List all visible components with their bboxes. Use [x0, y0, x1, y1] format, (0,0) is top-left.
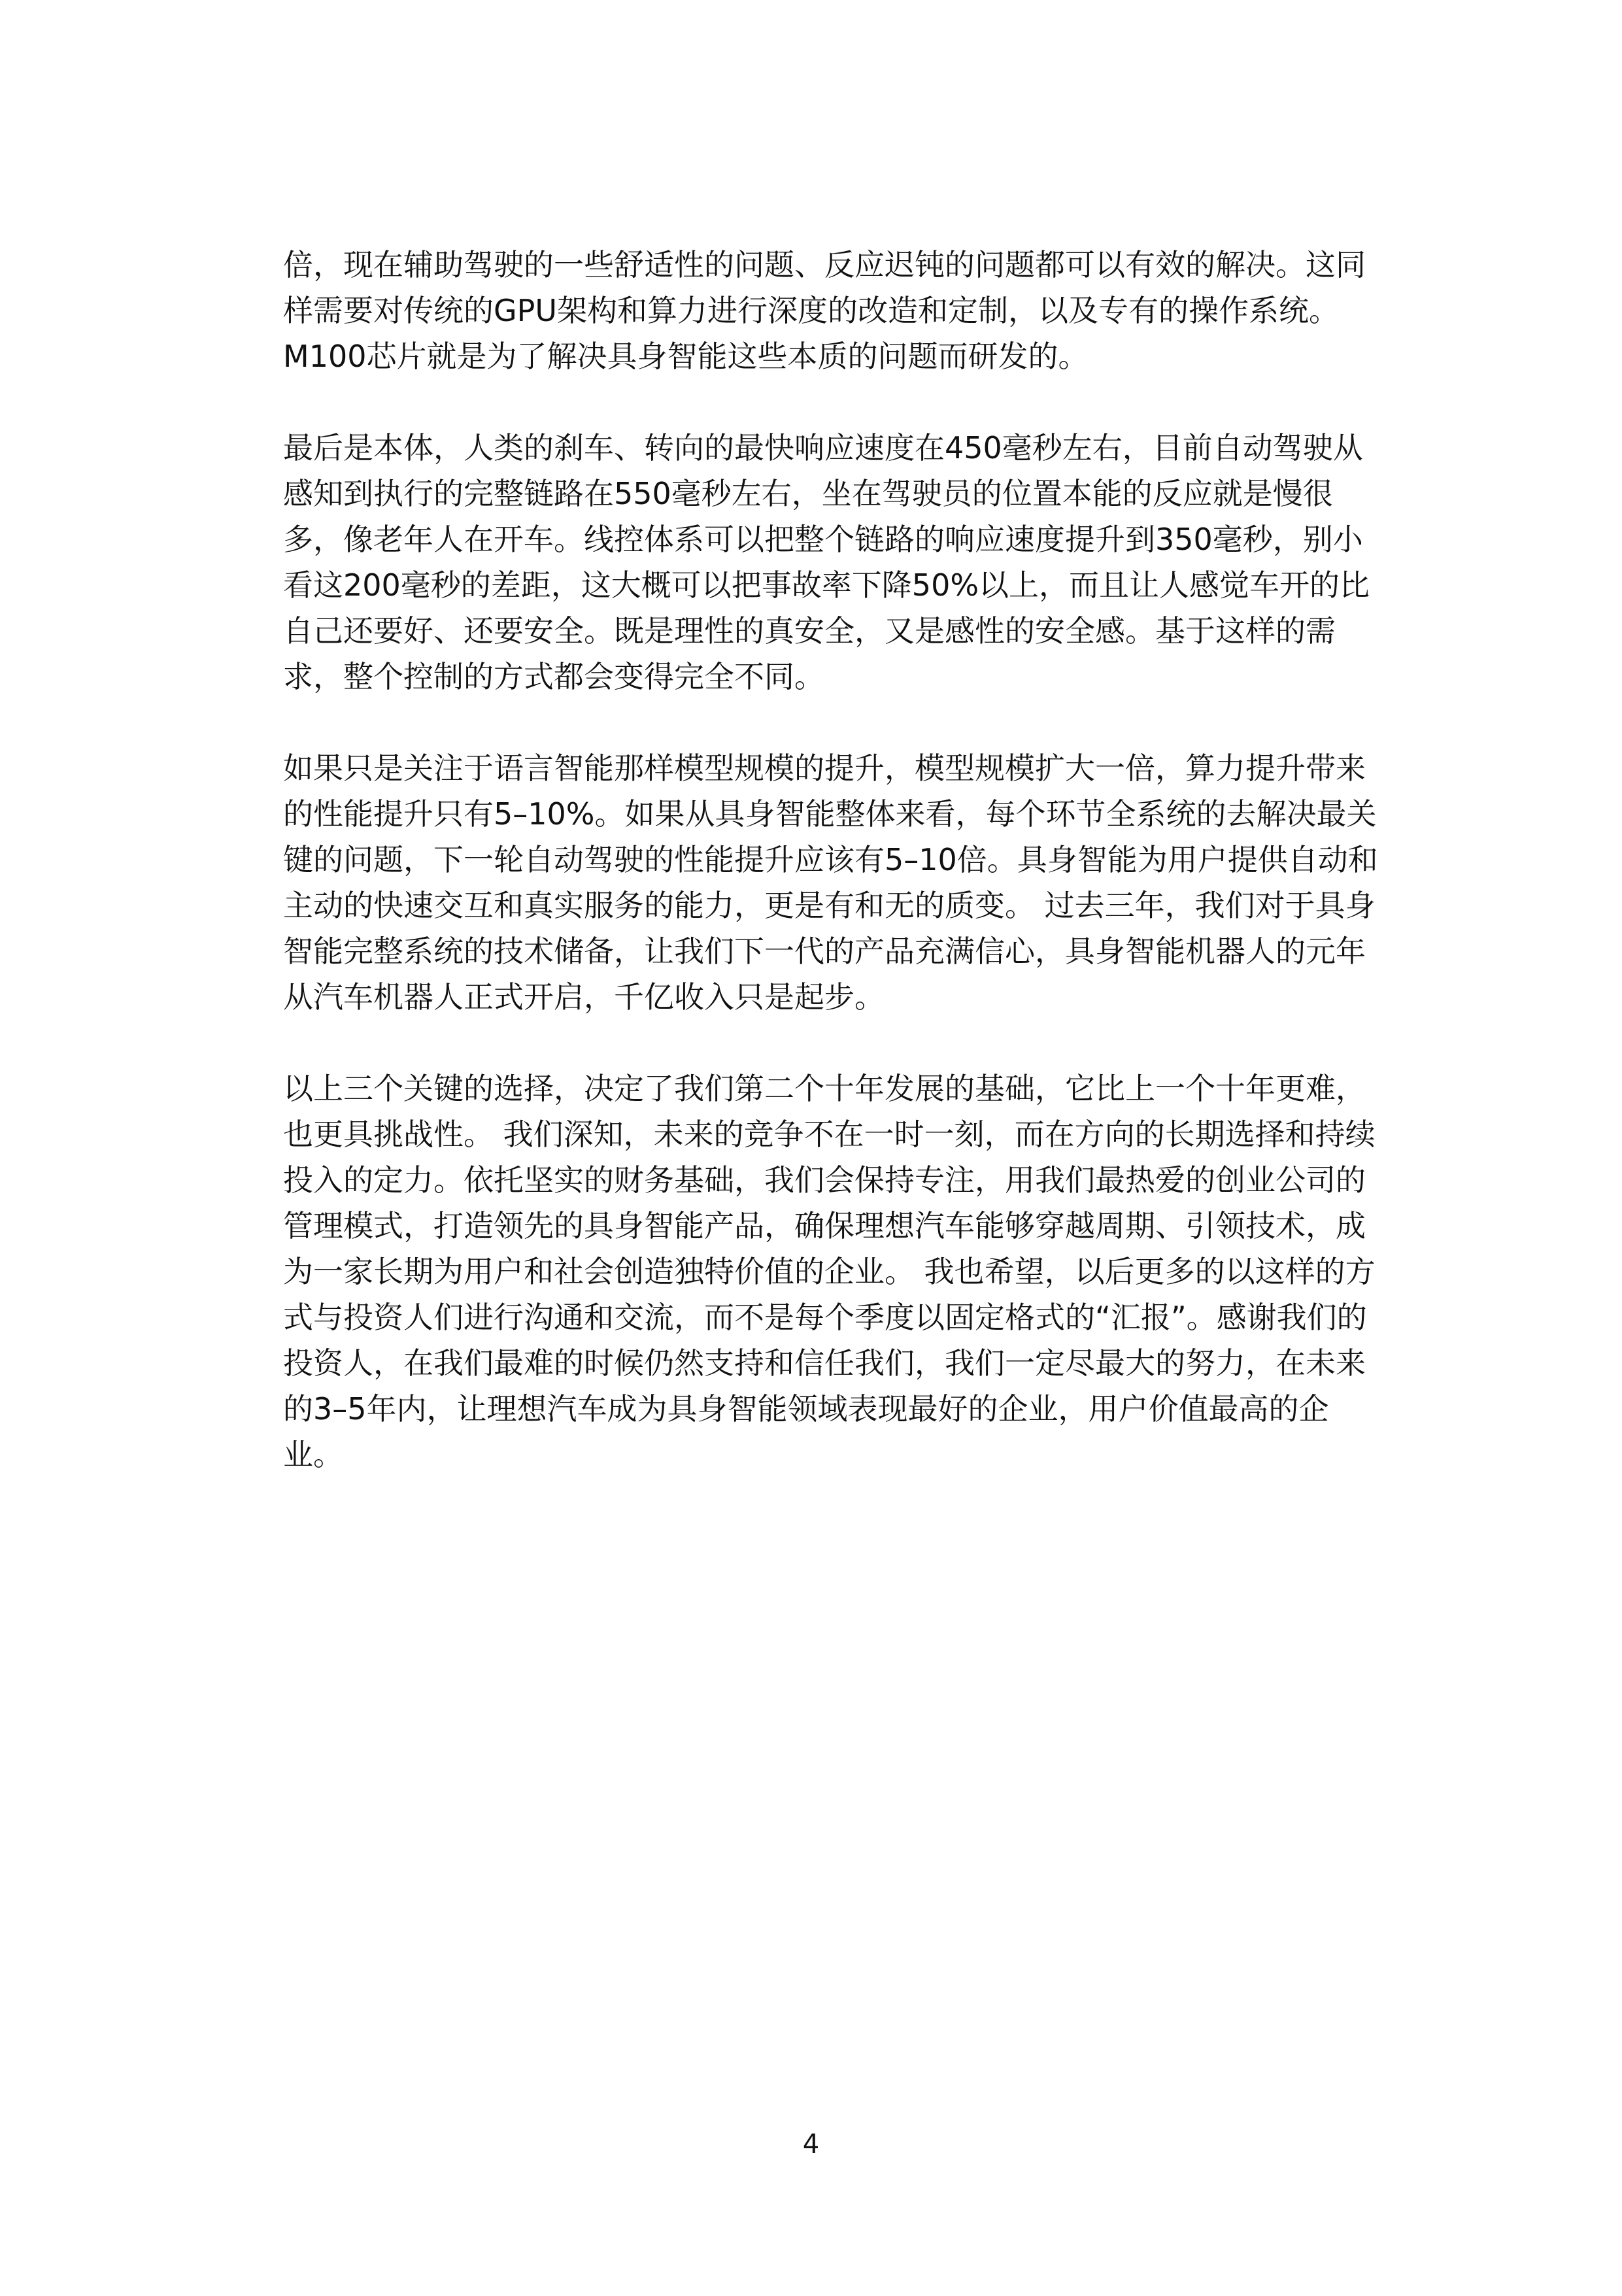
text-line: 多，像老年人在开车。线控体系可以把整个链路的响应速度提升到350毫秒，别小 [283, 522, 1363, 557]
text-line: 最后是本体，人类的刹车、转向的最快响应速度在450毫秒左右，目前自动驾驶从 [283, 430, 1363, 465]
text-line: 看这200毫秒的差距，这大概可以把事故率下降50%以上，而且让人感觉车开的比 [283, 567, 1370, 603]
text-line: 也更具挑战性。 我们深知，未来的竞争不在一时一刻，而在方向的长期选择和持续 [283, 1117, 1376, 1152]
paragraph [283, 425, 1370, 700]
text-line: 自己还要好、还要安全。既是理性的真安全，又是感性的安全感。基于这样的需 [283, 613, 1336, 649]
text-line: 样需要对传统的GPU架构和算力进行深度的改造和定制，以及专有的操作系统。 [283, 293, 1340, 328]
paragraph [283, 1066, 1376, 1477]
text-line: 以上三个关键的选择，决定了我们第二个十年发展的基础，它比上一个十年更难， [283, 1071, 1366, 1106]
text-line: 式与投资人们进行沟通和交流，而不是每个季度以固定格式的“汇报”。感谢我们的 [283, 1300, 1367, 1335]
text-line: 的性能提升只有5–10%。如果从具身智能整体来看，每个环节全系统的去解决最关 [283, 796, 1377, 832]
text-line: 的3–5年内，让理想汽车成为具身智能领域表现最好的企业，用户价值最高的企 [283, 1391, 1329, 1427]
paragraph [283, 745, 1378, 1020]
text-line: 主动的快速交互和真实服务的能力，更是有和无的质变。 过去三年，我们对于具身 [283, 888, 1376, 923]
text-line: 管理模式，打造领先的具身智能产品，确保理想汽车能够穿越周期、引领技术，成 [283, 1208, 1366, 1243]
text-line: 求，整个控制的方式都会变得完全不同。 [283, 659, 824, 694]
text-line: 键的问题，下一轮自动驾驶的性能提升应该有5–10倍。具身智能为用户提供自动和 [283, 842, 1378, 877]
text-line: 智能完整系统的技术储备，让我们下一代的产品充满信心，具身智能机器人的元年 [283, 934, 1366, 969]
body-text [283, 242, 1378, 1477]
text-line: 倍，现在辅助驾驶的一些舒适性的问题、反应迟钝的问题都可以有效的解决。这同 [283, 247, 1366, 282]
text-line: 投入的定力。依托坚实的财务基础，我们会保持专注，用我们最热爱的创业公司的 [283, 1162, 1366, 1198]
text-line: 业。 [283, 1437, 343, 1472]
text-line: 感知到执行的完整链路在550毫秒左右，坐在驾驶员的位置本能的反应就是慢很 [283, 476, 1333, 511]
text-line: 如果只是关注于语言智能那样模型规模的提升，模型规模扩大一倍，算力提升带来 [283, 751, 1366, 786]
page-number: 4 [802, 2129, 820, 2159]
paragraph [283, 242, 1366, 379]
text-line: 从汽车机器人正式开启，千亿收入只是起步。 [283, 979, 885, 1015]
text-line: 为一家长期为用户和社会创造独特价值的企业。 我也希望，以后更多的以这样的方 [283, 1254, 1376, 1289]
text-line: 投资人，在我们最难的时候仍然支持和信任我们，我们一定尽最大的努力，在未来 [283, 1345, 1366, 1381]
text-line: M100芯片就是为了解决具身智能这些本质的问题而研发的。 [283, 339, 1089, 374]
